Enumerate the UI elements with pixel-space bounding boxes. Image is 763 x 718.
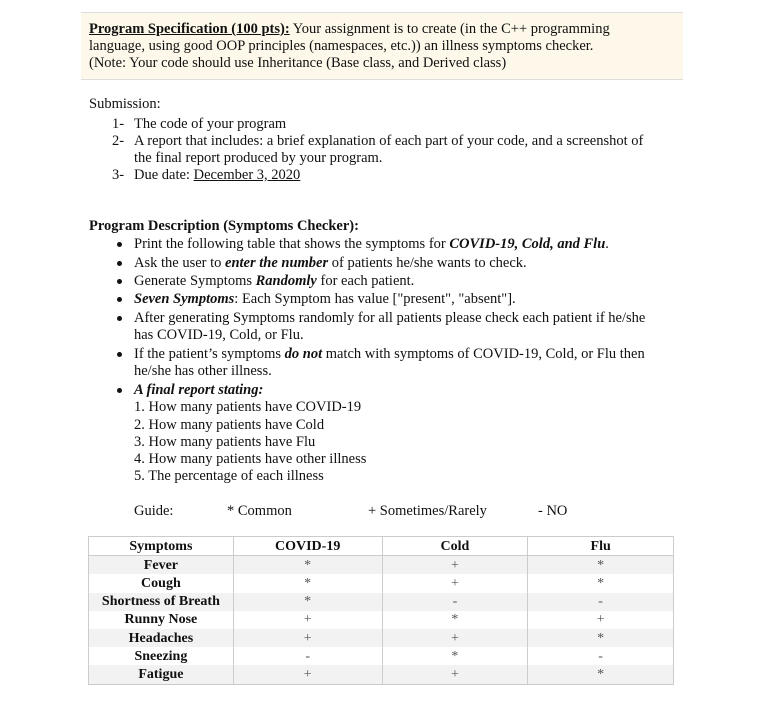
due-label: Due date: (134, 167, 194, 183)
symptom-cell: Cough (89, 574, 234, 592)
due-date: December 3, 2020 (193, 167, 301, 183)
guide-common: * Common (227, 503, 292, 519)
submission-title: Submission: (89, 96, 161, 112)
value-cell: + (528, 611, 674, 629)
bullet-1 (134, 236, 609, 253)
table-row (89, 665, 674, 684)
spec-line-2: language, using good OOP principles (namespaces, etc.)) an illness symptoms checker. (89, 38, 594, 54)
t: Print the following table that shows the symptoms for (134, 236, 450, 252)
symptom-cell: Shortness of Breath (89, 593, 234, 611)
t: Ask the user to (134, 255, 226, 271)
bullet-icon (117, 316, 122, 321)
table-row (89, 556, 674, 575)
symptom-cell: Headaches (89, 629, 234, 647)
t: . (605, 236, 609, 252)
symptoms-table (88, 536, 674, 685)
value-cell: Flu (528, 537, 674, 556)
value-cell: + (382, 556, 528, 575)
symptom-cell: Fever (89, 556, 234, 575)
report-item-4: 4. How many patients have other illness (134, 451, 367, 467)
value-cell: * (528, 629, 674, 647)
bullet-3 (134, 273, 414, 290)
bullet-icon (117, 388, 122, 393)
bullet-4 (134, 291, 516, 308)
bullet-icon (117, 242, 122, 247)
value-cell: + (382, 665, 528, 684)
t: enter the number (225, 255, 329, 271)
value-cell: * (233, 574, 382, 592)
value-cell: + (233, 665, 382, 684)
submission-num-3: 3- (112, 167, 125, 183)
value-cell: * (382, 611, 528, 629)
bullet-2 (134, 255, 527, 272)
guide-label: Guide: (134, 503, 174, 519)
table-row (89, 647, 674, 665)
table-row (89, 629, 674, 647)
t: : Each Symptom has value ["present", "absent"]. (234, 291, 516, 307)
submission-num-1: 1- (112, 116, 125, 132)
bullet-icon (117, 279, 122, 284)
submission-item-3 (134, 167, 300, 184)
value-cell: * (382, 647, 528, 665)
value-cell: * (233, 556, 382, 575)
value-cell: * (233, 593, 382, 611)
report-item-5: 5. The percentage of each illness (134, 468, 324, 484)
table-row (89, 611, 674, 629)
value-cell: - (528, 647, 674, 665)
program-specification-box (81, 12, 683, 80)
value-cell: - (382, 593, 528, 611)
value-cell: + (233, 611, 382, 629)
report-item-3: 3. How many patients have Flu (134, 434, 316, 450)
t: do not (284, 346, 323, 362)
spec-heading: Program Specification (100 pts): (89, 21, 290, 37)
table-header-row (89, 537, 674, 556)
description-title: Program Description (Symptoms Checker): (89, 218, 359, 234)
bullet-icon (117, 261, 122, 266)
t: Randomly (255, 273, 317, 289)
bullet-5: After generating Symptoms randomly for all patients please check each patient if he/she (134, 310, 646, 326)
value-cell: Cold (382, 537, 528, 556)
submission-item-1: The code of your program (134, 116, 287, 132)
t: for each patient. (316, 273, 415, 289)
guide-no: - NO (538, 503, 568, 519)
submission-item-2-cont: the final report produced by your program. (134, 150, 383, 166)
t: COVID-19, Cold, and Flu (449, 236, 606, 252)
value-cell: + (382, 574, 528, 592)
value-cell: * (528, 556, 674, 575)
t: If the patient’s symptoms (134, 346, 285, 362)
report-item-1: 1. How many patients have COVID-19 (134, 399, 362, 415)
bullet-6-cont: he/she has other illness. (134, 363, 272, 379)
spec-line-1 (89, 21, 610, 38)
submission-num-2: 2- (112, 133, 125, 149)
guide-sometimes: + Sometimes/Rarely (368, 503, 487, 519)
table-row (89, 593, 674, 611)
symptom-cell: Fatigue (89, 665, 234, 684)
value-cell: + (233, 629, 382, 647)
value-cell: COVID-19 (233, 537, 382, 556)
t: match with symptoms of COVID-19, Cold, or Flu then (322, 346, 645, 362)
symptom-cell: Sneezing (89, 647, 234, 665)
symptom-cell: Symptoms (89, 537, 234, 556)
submission-item-2: A report that includes: a brief explanation of each part of your code, and a screenshot of (134, 133, 644, 149)
value-cell: * (528, 574, 674, 592)
report-item-2: 2. How many patients have Cold (134, 417, 325, 433)
bullet-6 (134, 346, 645, 363)
bullet-7: A final report stating: (134, 382, 264, 398)
t: Seven Symptoms (134, 291, 235, 307)
bullet-5-cont: has COVID-19, Cold, or Flu. (134, 327, 304, 343)
value-cell: - (528, 593, 674, 611)
table-row (89, 574, 674, 592)
spec-text: Your assignment is to create (in the C++ programming (289, 21, 610, 37)
value-cell: * (528, 665, 674, 684)
t: Generate Symptoms (134, 273, 256, 289)
bullet-icon (117, 297, 122, 302)
bullet-icon (117, 352, 122, 357)
value-cell: + (382, 629, 528, 647)
spec-line-3: (Note: Your code should use Inheritance (Base class, and Derived class) (89, 55, 507, 71)
value-cell: - (233, 647, 382, 665)
t: of patients he/she wants to check. (328, 255, 527, 271)
symptom-cell: Runny Nose (89, 611, 234, 629)
